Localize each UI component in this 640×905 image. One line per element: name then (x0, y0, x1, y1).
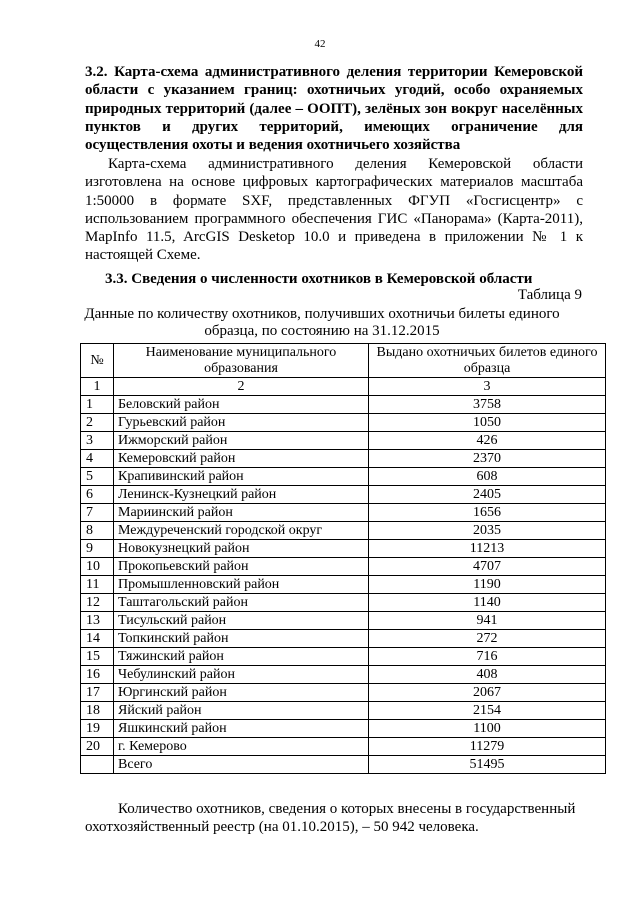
row-number-cell: 9 (81, 540, 114, 558)
table-row (81, 684, 606, 702)
municipality-cell: Ленинск-Кузнецкий район (114, 486, 369, 504)
municipality-cell: Тисульский район (114, 612, 369, 630)
table-row (81, 540, 606, 558)
municipality-cell: Мариинский район (114, 504, 369, 522)
column-number-2: 2 (114, 378, 369, 396)
licenses-cell: 1100 (369, 720, 606, 738)
row-number-cell: 15 (81, 648, 114, 666)
licenses-cell: 4707 (369, 558, 606, 576)
municipality-cell: Яйский район (114, 702, 369, 720)
licenses-cell: 941 (369, 612, 606, 630)
row-number-cell: 19 (81, 720, 114, 738)
municipality-cell: Юргинский район (114, 684, 369, 702)
row-number-cell: 7 (81, 504, 114, 522)
row-number-cell: 1 (81, 396, 114, 414)
municipality-cell: Гурьевский район (114, 414, 369, 432)
municipality-cell: Новокузнецкий район (114, 540, 369, 558)
table-row (81, 432, 606, 450)
table-row (81, 702, 606, 720)
column-number-3: 3 (369, 378, 606, 396)
row-number-cell: 8 (81, 522, 114, 540)
licenses-cell: 11279 (369, 738, 606, 756)
licenses-cell: 11213 (369, 540, 606, 558)
licenses-cell: 716 (369, 648, 606, 666)
licenses-cell: 608 (369, 468, 606, 486)
table-row (81, 666, 606, 684)
municipality-cell: Чебулинский район (114, 666, 369, 684)
table-row (81, 630, 606, 648)
municipality-cell: Беловский район (114, 396, 369, 414)
table-row (81, 468, 606, 486)
licenses-cell: 1050 (369, 414, 606, 432)
header-number: № (81, 344, 114, 378)
licenses-cell: 426 (369, 432, 606, 450)
table-row (81, 414, 606, 432)
table-caption-line-1: Данные по количеству охотников, получивших охотничьи билеты единого (84, 306, 560, 322)
licenses-cell: 408 (369, 666, 606, 684)
header-municipality: Наименование муниципального образования (114, 344, 369, 378)
licenses-cell: 272 (369, 630, 606, 648)
licenses-cell: 3758 (369, 396, 606, 414)
table-row (81, 594, 606, 612)
licenses-cell: 1656 (369, 504, 606, 522)
section-3-3-heading: 3.3. Сведения о численности охотников в Кемеровской области (105, 271, 533, 287)
row-number-cell: 4 (81, 450, 114, 468)
licenses-cell: 2370 (369, 450, 606, 468)
municipality-cell: Яшкинский район (114, 720, 369, 738)
final-paragraph: Количество охотников, сведения о которых внесены в государственный охотхозяйственный реестр (на 01.10.2015), – 50 942 человека. (85, 801, 576, 836)
licenses-cell: 2405 (369, 486, 606, 504)
row-number-cell: 20 (81, 738, 114, 756)
municipality-cell: Промышленновский район (114, 576, 369, 594)
table-row (81, 504, 606, 522)
municipality-cell: Ижморский район (114, 432, 369, 450)
table-total-row (81, 756, 606, 774)
table-row (81, 648, 606, 666)
municipality-cell: Топкинский район (114, 630, 369, 648)
row-number-cell: 18 (81, 702, 114, 720)
row-number-cell: 2 (81, 414, 114, 432)
municipality-cell: Прокопьевский район (114, 558, 369, 576)
table-caption (72, 306, 572, 340)
row-number-cell: 11 (81, 576, 114, 594)
row-number-cell: 16 (81, 666, 114, 684)
municipality-cell: Таштагольский район (114, 594, 369, 612)
licenses-cell: 2035 (369, 522, 606, 540)
row-number-cell: 13 (81, 612, 114, 630)
table-row (81, 450, 606, 468)
row-number-cell (81, 756, 114, 774)
municipality-cell: г. Кемерово (114, 738, 369, 756)
table-row (81, 720, 606, 738)
page-number: 42 (314, 38, 326, 50)
table-row (81, 738, 606, 756)
table-row (81, 558, 606, 576)
licenses-cell: 2067 (369, 684, 606, 702)
table-row (81, 396, 606, 414)
table-caption-line-2: образца, по состоянию на 31.12.2015 (204, 323, 440, 339)
municipality-cell: Кемеровский район (114, 450, 369, 468)
table-row (81, 522, 606, 540)
municipality-cell: Междуреченский городской округ (114, 522, 369, 540)
table-header-row (81, 344, 606, 378)
licenses-cell: 2154 (369, 702, 606, 720)
section-3-2-heading: 3.2. Карта-схема административного деления территории Кемеровской области с указанием границ: охотничьих угодий, особо охраняемых природных территорий (далее – ООПТ), зелёных зон вокруг населённых пунктов и других территорий, имеющих ограничение для осуществления охоты и ведения охотничьего хозяйства (85, 64, 583, 154)
licenses-cell: 1140 (369, 594, 606, 612)
row-number-cell: 14 (81, 630, 114, 648)
row-number-cell: 17 (81, 684, 114, 702)
row-number-cell: 12 (81, 594, 114, 612)
municipality-cell: Всего (114, 756, 369, 774)
row-number-cell: 10 (81, 558, 114, 576)
header-licenses: Выдано охотничьих билетов единого образца (369, 344, 606, 378)
table-row (81, 486, 606, 504)
licenses-cell: 51495 (369, 756, 606, 774)
section-3-2-paragraph: Карта-схема административного деления Кемеровской области изготовлена на основе цифровых картографических материалов масштаба 1:50000 в формате SXF, представленных ФГУП «Госгисцентр» с использованием программного обеспечения ГИС «Панорама» (Карта-2011), MapInfo 11.5, ArcGIS Desketop 10.0 и приведена в приложении № 1 к настоящей Схеме. (85, 156, 583, 264)
municipality-cell: Крапивинский район (114, 468, 369, 486)
licenses-cell: 1190 (369, 576, 606, 594)
municipality-cell: Тяжинский район (114, 648, 369, 666)
row-number-cell: 6 (81, 486, 114, 504)
column-number-1: 1 (81, 378, 114, 396)
table-row (81, 576, 606, 594)
table-label: Таблица 9 (517, 287, 582, 303)
table-row (81, 612, 606, 630)
column-number-row (81, 378, 606, 396)
row-number-cell: 3 (81, 432, 114, 450)
row-number-cell: 5 (81, 468, 114, 486)
hunters-table (80, 343, 606, 774)
